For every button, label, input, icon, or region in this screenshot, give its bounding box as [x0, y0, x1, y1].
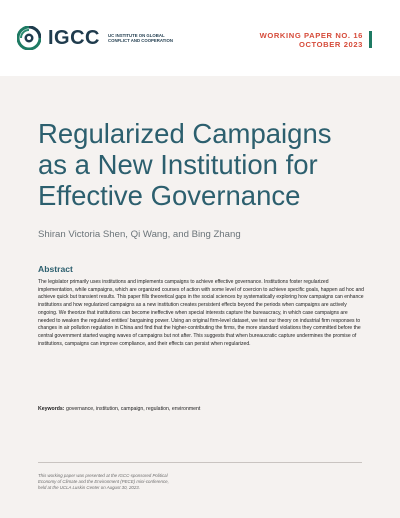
- working-paper-number: WORKING PAPER NO. 16: [259, 31, 363, 40]
- igcc-logo: [17, 26, 178, 50]
- paper-title: [38, 118, 378, 211]
- note-line-3: held at the UCLA Luskin Center on August 30, 2023.: [38, 485, 140, 491]
- note-line-2: Economy of Climate and the Environment (PECE) mini-conference,: [38, 479, 169, 485]
- title-line-2: as a New Institution for: [38, 149, 318, 180]
- keywords: [38, 406, 364, 412]
- logo-subtitle: [108, 33, 178, 44]
- presentation-note: [38, 473, 238, 492]
- accent-bar: [369, 31, 372, 48]
- abstract-heading: Abstract: [38, 264, 73, 274]
- logo-text: IGCC: [48, 26, 100, 49]
- keywords-value: governance, institution, campaign, regulation, environment: [65, 406, 201, 412]
- working-paper-label: [260, 31, 363, 49]
- logo-subtitle-line1: UC INSTITUTE ON GLOBAL: [108, 32, 165, 38]
- abstract-text: The legislator primarily uses institutions and implements campaigns to achieve effective governance. Institutions foster regularized implementation, while campaigns, which are organized courses of action with some level of coercion to achieve specific goals, happen ad hoc and achieve quick but transient results. This paper fills theoretical gaps in the social sciences by systematically exploring how campaigns can enhance institutions and how regularized campaigns as a new institution creates persistent effects beyond the periods when campaigns are actively ongoing. We theorize that institutions can become ineffective when special interests capture the bureaucracy, in which case campaigns are needed to weaken the regulated entities' bargaining power. Using an original firm-level dataset, we test our theory on industrial firm responses to changes in air pollution regulation in China and find that the higher-contributing the firms, the more standard violations they committed before the central government started waging waves of campaigns but not after. This suggests that when bureaucratic capture undermines the promise of institutions, campaigns can improve compliance, and their effects can persist when regularized.: [38, 279, 364, 347]
- note-line-1: This working paper was presented at the IGCC-sponsored Political: [38, 473, 168, 478]
- title-line-3: Effective Governance: [38, 180, 301, 211]
- logo-subtitle-line2: CONFLICT AND COOPERATION: [108, 38, 173, 43]
- footer-divider: [38, 462, 362, 463]
- working-paper-date: OCTOBER 2023: [298, 40, 363, 49]
- header: [0, 0, 400, 76]
- keywords-label: Keywords:: [38, 406, 65, 412]
- igcc-logo-icon: [17, 26, 41, 50]
- title-line-1: Regularized Campaigns: [38, 118, 332, 149]
- authors: Shiran Victoria Shen, Qi Wang, and Bing Zhang: [38, 229, 241, 240]
